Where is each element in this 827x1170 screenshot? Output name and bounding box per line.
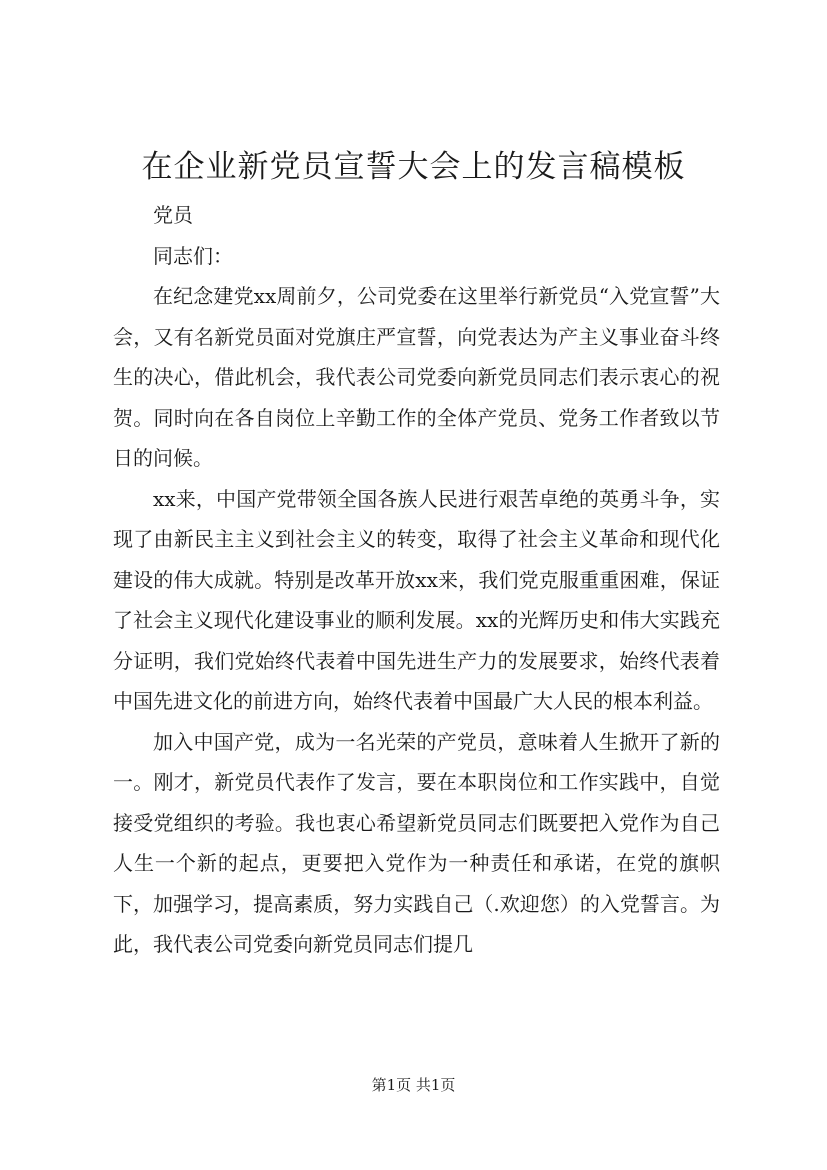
paragraph-1: 在纪念建党xx周前夕，公司党委在这里举行新党员“入党宣誓”大会，又有名新党员面对党旗庄严宣誓，向党表达为产主义事业奋斗终生的决心，借此机会，我代表公司党委向新党员同志们表示衷心的祝贺。同时向在各自岗位上辛勤工作的全体产党员、党务工作者致以节日的问候。 (113, 284, 720, 470)
document-title: 在企业新党员宣誓大会上的发言稿模板 (141, 149, 686, 185)
document-body (113, 195, 720, 965)
line-party-member: 党员 (153, 203, 193, 227)
paragraph-3: 加入中国产党，成为一名光荣的产党员，意味着人生掀开了新的一。刚才，新党员代表作了发言，要在本职岗位和工作实践中，自觉接受党组织的考验。我也衷心希望新党员同志们既要把入党作为自己人生一个新的起点，更要把入党作为一种责任和承诺，在党的旗帜下，加强学习，提高素质，努力实践自己（.欢迎您）的入党誓言。为此，我代表公司党委向新党员同志们提几 (113, 729, 720, 956)
paragraph-2: xx来，中国产党带领全国各族人民进行艰苦卓绝的英勇斗争，实现了由新民主主义到社会主义的转变，取得了社会主义革命和现代化建设的伟大成就。特别是改革开放xx来，我们党克服重重困难，保证了社会主义现代化建设事业的顺利发展。xx的光辉历史和伟大实践充分证明，我们党始终代表着中国先进生产力的发展要求，始终代表着中国先进文化的前进方向，始终代表着中国最广大人民的根本利益。 (113, 486, 720, 713)
salutation: 同志们： (153, 243, 233, 268)
page-footer: 第1页 共1页 (371, 1076, 456, 1094)
